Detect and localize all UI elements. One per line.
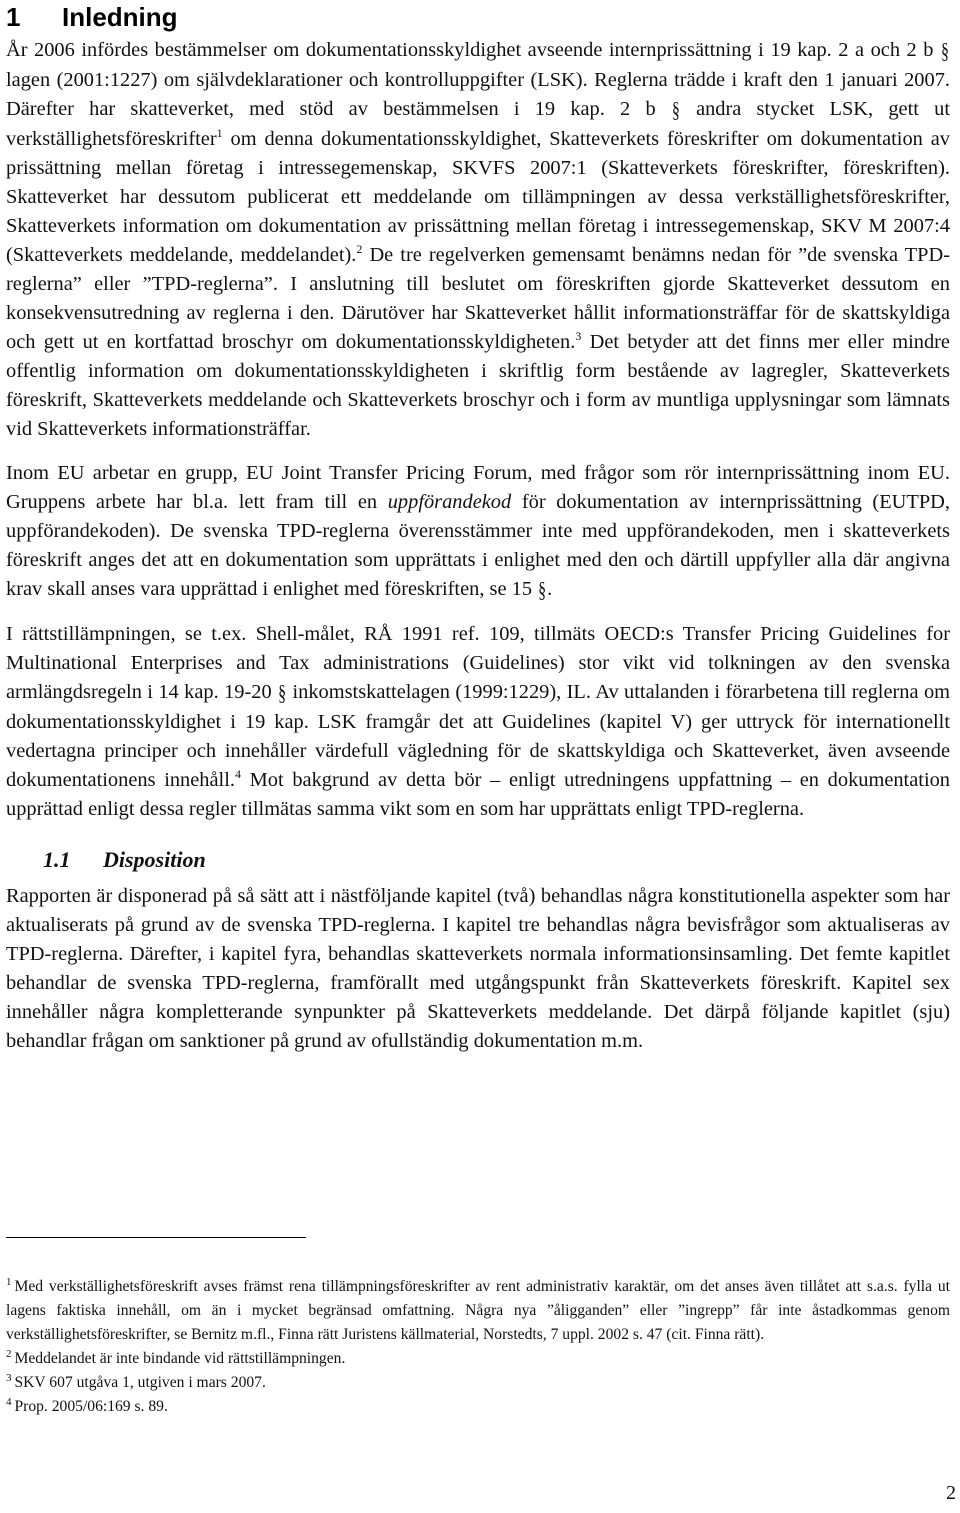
paragraph-disposition: Rapporten är disponerad på så sätt att i nästföljande kapitel (två) behandlas några konstitutionella aspekter som har aktualiserats på grund av de svenska TPD-reglerna. I kapitel tre behandlas några bevisfrågor som aktualiseras av TPD-reglerna. Därefter, i kapitel fyra, behandlas skatteverkets normala informationsinsamling. Det femte kapitlet behandlar de svenska TPD-reglerna, framförallt med utgångspunkt från Skatteverkets föreskrift. Kapitel sex innehåller några kompletterande synpunkter på Skatteverkets meddelande. Det därpå följande kapitlet (sju) behandlar frågan om sanktioner på grund av ofullständig dokumentation m.m. [6,885,950,1052]
footnote-number: 2 [6,1347,12,1360]
text-segment: om denna dokumentationsskyldighet, Skatteverkets föreskrifter om dokumentation av prissättning mellan företag i intressegemenskap, SKVFS 2007:1 (Skatteverkets föreskrifter, föreskriften). Skatteverket har dessutom publicerat ett meddelande om tillämpningen av dessa verkställighetsföreskrifter, Skatteverkets information om dokumentation av prissättning mellan företag i intressegemenskap, SKV M 2007:4 (Skatteverkets meddelande, meddelandet). [6,128,950,266]
page-number: 2 [946,1482,956,1504]
text-segment: I rättstillämpningen, se t.ex. Shell-målet, RÅ 1991 ref. 109, tillmäts OECD:s Transfer Pricing Guidelines for Multinational Enterprises and Tax administrations (Guidelines) stor vikt vid tolkningen av den svenska armlängdsregeln i 14 kap. 19-20 [6,623,950,703]
footnote-number: 4 [6,1395,12,1408]
footnote-1 [6,1275,950,1347]
footnote-ref[interactable]: 3 [575,329,582,344]
chapter-title: Inledning [62,2,178,32]
text-segment: . [547,578,553,600]
italic-term: uppförandekod [387,491,512,513]
text-segment: Det betyder att det finns mer eller mindre offentlig information om dokumentationsskyldigheten i skriftlig form bestående av lagregler, Skatteverkets föreskrift, Skatteverkets meddelande och Skatteverkets broschyr och i form av muntliga upplysningar som lämnats vid Skatteverkets informationsträffar. [6,331,950,440]
text-segment: De tre regelverken gemensamt benämns nedan för ”de svenska TPD-reglerna” eller ”TPD-reglerna”. I anslutning till beslutet om föreskriften gjorde Skatteverket dessutom en konsekvensutredning av reglerna i den. Därutöver har Skatteverket hållit informationsträffar för de skattskyldiga och gett ut en kortfattad broschyr om dokumentationsskyldigheten. [6,244,950,353]
text-segment: Mot bakgrund av detta bör – enligt utredningens uppfattning – en dokumentation upprättad enligt dessa regler tillmätas samma vikt som en som har upprättats enligt TPD-reglerna. [6,769,950,820]
text-segment: för dokumentation av internprissättning (EUTPD, uppförandekoden). De svenska TPD-reglerna överensstämmer inte med uppförandekoden, men i skatteverkets föreskrift anges det att en dokumentation som upprättats i enlighet med den och därtill uppfyller alla där angivna krav skall anses vara upprättad i enlighet med föreskriften, se 15 [6,491,951,600]
text-segment: inkomstskattelagen (1999:1229), IL. Av uttalanden i förarbetena till reglerna om dokumentationsskyldighet i 19 kap. LSK framgår det att Guidelines (kapitel V) ger uttryck för internationellt vedertagna principer och innehåller värdefull vägledning för de skattskyldiga och Skatteverket, även avseende dokumentationens innehåll. [6,681,950,791]
paragraph-oecd-guidelines [6,620,950,824]
section-number: 1.1 [43,847,71,872]
chapter-number: 1 [6,2,21,32]
footnote-text: SKV 607 utgåva 1, utgiven i mars 2007. [14,1374,266,1391]
footnote-number: 3 [6,1371,12,1384]
footnotes [6,1275,950,1419]
text-segment: Inom EU arbetar en grupp, EU Joint Transfer Pricing Forum, med frågor som rör internprissättning inom EU. Gruppens arbete har bl.a. lett fram till en [6,462,950,513]
paragraph-sign: § [278,681,287,706]
paragraph-sign: § [538,578,547,603]
chapter-heading [6,0,950,32]
footnote-text: Med verkställighetsföreskrift avses främst rena tillämpningsföreskrifter av rent administrativ karaktär, om det anses även tillåtet att s.a.s. fylla ut lagens faktiska innehåll, om än i mycket begränsad omfattning. Några nya ”åligganden” eller ”ingrepp” får inte åstadkommas genom verkställighetsföreskrifter, se Bernitz m.fl., Finna rätt Juristens källmaterial, Norstedts, 7 uppl. 2002 s. 47 (cit. Finna rätt). [6,1278,950,1343]
footnote-divider [6,1237,306,1238]
section-title: Disposition [103,847,206,872]
text-segment: År 2006 infördes bestämmelser om dokumentationsskyldighet avseende internprissättning i 19 kap. 2 a och 2 b [6,39,940,61]
footnote-text: Prop. 2005/06:169 s. 89. [14,1398,168,1415]
section-heading [6,846,950,874]
footnote-ref[interactable]: 1 [216,126,223,141]
footnote-3 [6,1371,950,1395]
paragraph-sign: § [941,39,949,64]
footnote-4 [6,1395,950,1419]
paragraph-intro [6,36,950,444]
document-page [6,0,951,1415]
paragraph-sign: § [671,98,680,123]
footnote-ref[interactable]: 2 [356,242,363,257]
text-segment: andra stycket LSK, gett ut verkställighetsföreskrifter [6,98,950,150]
footnote-ref[interactable]: 4 [234,767,241,782]
footnote-number: 1 [6,1275,12,1288]
text-segment: lagen (2001:1227) om självdeklarationer och kontrolluppgifter (LSK). Reglerna trädde i kraft den 1 januari 2007. Därefter har skatteverket, med stöd av bestämmelsen i 19 kap. 2 b [6,69,950,120]
footnote-text: Meddelandet är inte bindande vid rättstillämpningen. [14,1350,346,1367]
paragraph-eu-forum [6,459,950,605]
footnote-2 [6,1347,950,1371]
